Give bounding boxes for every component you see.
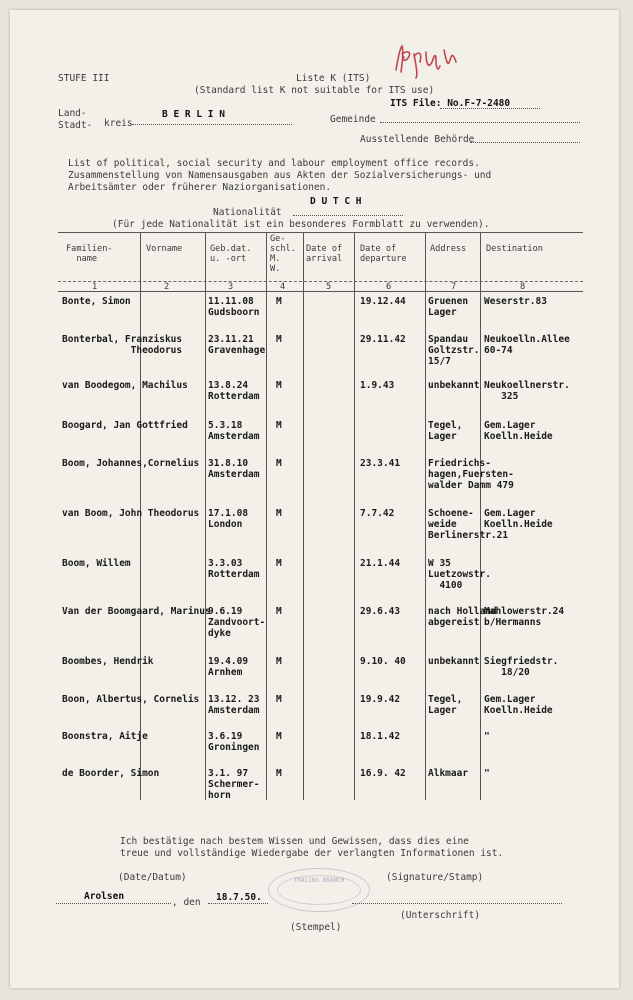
header-arrival: Date of arrival (306, 244, 343, 264)
row-1-address: Gruenen Lager (428, 296, 469, 318)
stempel-label: (Stempel) (290, 922, 342, 933)
kreis-label: kreis (104, 118, 133, 129)
signature-label: (Signature/Stamp) (386, 872, 484, 883)
row-2-name: Bonterbal, Franziskus Theodorus (62, 334, 183, 356)
row-4-name: Boogard, Jan Gottfried (62, 420, 188, 431)
row-2-sex: M (276, 334, 282, 345)
row-7-address: W 35 Luetzowstr. 4100 (428, 558, 491, 591)
row-6-name: van Boom, John Theodorus (62, 508, 200, 519)
row-8-departure: 29.6.43 (360, 606, 401, 617)
certification-line-1: Ich bestätige nach bestem Wissen und Gewissen, dass dies eine (120, 836, 469, 847)
row-11-name: Boonstra, Aitje (62, 731, 148, 742)
col-num-8: 8 (520, 282, 526, 292)
row-1-sex: M (276, 296, 282, 307)
den-label: , den (172, 897, 201, 908)
col-num-7: 7 (451, 282, 457, 292)
gemeinde-label: Gemeinde (330, 114, 376, 125)
row-5-sex: M (276, 458, 282, 469)
list-title: Liste K (ITS) (296, 73, 371, 84)
row-10-birth: 13.12. 23 Amsterdam (208, 694, 260, 716)
row-6-address: Schoene- weide Berlinerstr.21 (428, 508, 509, 541)
row-1-name: Bonte, Simon (62, 296, 131, 307)
row-2-address: Spandau Goltzstr. 15/7 (428, 334, 480, 367)
row-7-departure: 21.1.44 (360, 558, 401, 569)
row-1-destination: Weserstr.83 (484, 296, 547, 307)
row-4-address: Tegel, Lager (428, 420, 463, 442)
col-num-4: 4 (280, 282, 286, 292)
row-3-birth: 13.8.24 Rotterdam (208, 380, 260, 402)
table-top-rule (58, 232, 583, 233)
row-1-birth: 11.11.08 Gudsboorn (208, 296, 260, 318)
row-3-sex: M (276, 380, 282, 391)
row-2-birth: 23.11.21 Gravenhage (208, 334, 266, 356)
row-8-sex: M (276, 606, 282, 617)
row-11-birth: 3.6.19 Groningen (208, 731, 260, 753)
row-5-birth: 31.8.10 Amsterdam (208, 458, 260, 480)
col-num-2: 2 (164, 282, 170, 292)
row-8-address: nach Holland abgereist (428, 606, 497, 628)
row-3-address: unbekannt (428, 380, 480, 391)
row-9-departure: 9.10. 40 (360, 656, 406, 667)
certification-line-2: treue und vollständige Wiedergabe der verlangten Informationen ist. (120, 848, 504, 859)
row-4-birth: 5.3.18 Amsterdam (208, 420, 260, 442)
row-6-birth: 17.1.08 London (208, 508, 249, 530)
header-departure: Date of departure (360, 244, 407, 264)
row-5-departure: 23.3.41 (360, 458, 401, 469)
header-birth: Geb.dat. u. -ort (210, 244, 252, 264)
nationality-value: D U T C H (310, 196, 362, 207)
row-12-departure: 16.9. 42 (360, 768, 406, 779)
row-8-destination: Mahlowerstr.24 b/Hermanns (484, 606, 565, 628)
row-12-birth: 3.1. 97 Schermer- horn (208, 768, 260, 801)
col-num-1: 1 (92, 282, 98, 292)
row-11-destination: " (484, 731, 490, 742)
row-9-birth: 19.4.09 Arnhem (208, 656, 249, 678)
row-4-sex: M (276, 420, 282, 431)
row-12-destination: " (484, 768, 490, 779)
handwritten-signature (392, 40, 482, 80)
place-value: Arolsen (84, 891, 125, 902)
col-num-6: 6 (386, 282, 392, 292)
date-label: (Date/Datum) (118, 872, 187, 883)
row-10-departure: 19.9.42 (360, 694, 401, 705)
row-9-sex: M (276, 656, 282, 667)
list-subtitle: (Standard list K not suitable for ITS use) (194, 85, 435, 96)
row-6-destination: Gem.Lager Koelln.Heide (484, 508, 553, 530)
row-10-destination: Gem.Lager Koelln.Heide (484, 694, 553, 716)
row-10-address: Tegel, Lager (428, 694, 463, 716)
row-9-destination: Siegfriedstr. 18/20 (484, 656, 559, 678)
row-11-departure: 18.1.42 (360, 731, 401, 742)
row-12-sex: M (276, 768, 282, 779)
row-3-departure: 1.9.43 (360, 380, 395, 391)
row-7-birth: 3.3.03 Rotterdam (208, 558, 260, 580)
row-9-name: Boombes, Hendrik (62, 656, 154, 667)
row-7-name: Boom, Willem (62, 558, 131, 569)
stufe-label: STUFE III (58, 73, 110, 84)
row-9-address: unbekannt (428, 656, 480, 667)
row-10-name: Boon, Albertus, Cornelis (62, 694, 200, 705)
stadt-label: Stadt- (58, 120, 93, 131)
row-12-name: de Boorder, Simon (62, 768, 160, 779)
col-num-3: 3 (228, 282, 234, 292)
table-header-rule (58, 291, 583, 292)
row-6-sex: M (276, 508, 282, 519)
header-vorname: Vorname (146, 244, 183, 254)
office-stamp (268, 868, 370, 912)
stamp-text: TRACING BRANCH (277, 875, 361, 905)
row-8-name: Van der Boomgaard, Marinus (62, 606, 211, 617)
description-line-2: Zusammenstellung von Namensausgaben aus Akten der Sozialversicherungs- und (68, 170, 492, 181)
land-label: Land- (58, 108, 87, 119)
row-12-address: Alkmaar (428, 768, 469, 779)
header-destination: Destination (486, 244, 543, 254)
row-5-address: Friedrichs- hagen,Fuersten- walder Damm 479 (428, 458, 514, 491)
header-address: Address (430, 244, 467, 254)
behoerde-label: Ausstellende Behörde (360, 134, 475, 145)
nationality-label: Nationalität (213, 207, 282, 218)
header-sex: Ge- schl. M. W. (270, 234, 296, 274)
row-1-departure: 19.12.44 (360, 296, 406, 307)
date-value: 18.7.50. (216, 892, 262, 903)
row-3-destination: Neukoellnerstr. 325 (484, 380, 570, 402)
description-line-3: Arbeitsämter oder früherer Naziorganisationen. (68, 182, 332, 193)
nationality-note: (Für jede Nationalität ist ein besonderes Formblatt zu verwenden). (112, 219, 490, 230)
row-7-sex: M (276, 558, 282, 569)
row-4-destination: Gem.Lager Koelln.Heide (484, 420, 553, 442)
row-11-sex: M (276, 731, 282, 742)
row-2-destination: Neukoelln.Allee 60-74 (484, 334, 570, 356)
row-3-name: van Boodegom, Machilus (62, 380, 188, 391)
col-num-5: 5 (326, 282, 332, 292)
unterschrift-label: (Unterschrift) (400, 910, 481, 921)
row-6-departure: 7.7.42 (360, 508, 395, 519)
row-2-departure: 29.11.42 (360, 334, 406, 345)
its-file-number: ITS File: No.F-7-2480 (390, 98, 511, 109)
row-8-birth: 9.6.19 Zandvoort- dyke (208, 606, 266, 639)
row-10-sex: M (276, 694, 282, 705)
header-familienname: Familien- name (66, 244, 113, 264)
description-line-1: List of political, social security and labour employment office records. (68, 158, 480, 169)
row-5-name: Boom, Johannes,Cornelius (62, 458, 200, 469)
kreis-value: B E R L I N (162, 109, 225, 120)
